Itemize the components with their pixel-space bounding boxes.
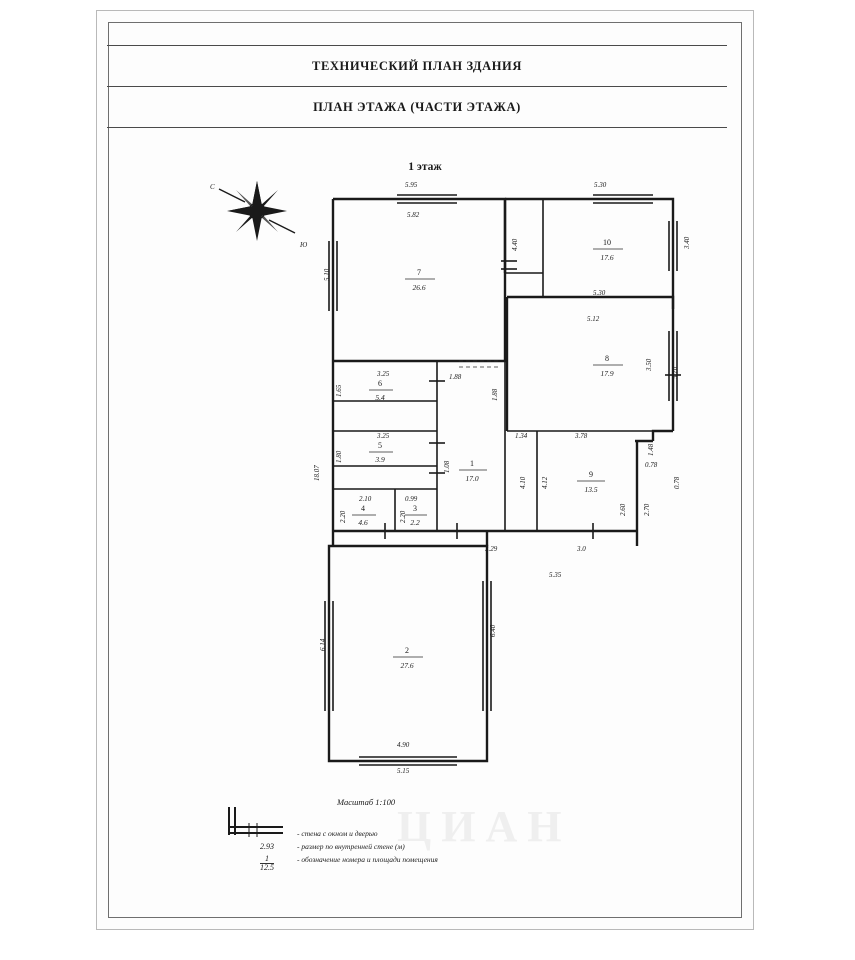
svg-text:4.6: 4.6 bbox=[358, 518, 368, 527]
wall-outline bbox=[329, 199, 673, 761]
svg-text:3.25: 3.25 bbox=[377, 370, 390, 378]
legend-block bbox=[237, 791, 657, 872]
svg-text:1.88: 1.88 bbox=[491, 388, 499, 401]
svg-text:2: 2 bbox=[405, 646, 409, 655]
floor-label: 1 этаж bbox=[408, 161, 442, 173]
room-label-8 bbox=[593, 354, 623, 378]
svg-text:5.4: 5.4 bbox=[375, 393, 385, 402]
svg-text:10: 10 bbox=[603, 238, 611, 247]
room-label-3 bbox=[405, 504, 427, 527]
svg-text:1.65: 1.65 bbox=[335, 384, 343, 397]
room-label-6 bbox=[369, 379, 393, 402]
svg-text:17.0: 17.0 bbox=[465, 474, 479, 483]
svg-text:0.78: 0.78 bbox=[645, 461, 658, 469]
room-label-10 bbox=[593, 238, 623, 262]
legend-key-size: 2.93 bbox=[260, 842, 274, 851]
svg-text:1.08: 1.08 bbox=[443, 460, 451, 473]
svg-text:3.40: 3.40 bbox=[683, 236, 691, 249]
svg-text:6.14: 6.14 bbox=[319, 638, 327, 651]
svg-text:5.15: 5.15 bbox=[397, 767, 410, 775]
svg-text:2.60: 2.60 bbox=[619, 503, 627, 516]
svg-text:0.78: 0.78 bbox=[673, 476, 681, 489]
document-subtitle: ПЛАН ЭТАЖА (ЧАСТИ ЭТАЖА) bbox=[313, 99, 521, 114]
legend-item-size bbox=[237, 842, 657, 851]
legend-key-room-num: 1 bbox=[260, 855, 274, 864]
svg-text:6: 6 bbox=[378, 379, 382, 388]
svg-text:5.30: 5.30 bbox=[593, 289, 606, 297]
svg-text:5: 5 bbox=[378, 441, 382, 450]
svg-text:1.34: 1.34 bbox=[515, 432, 528, 440]
room-label-4 bbox=[352, 504, 376, 527]
legend-text-wall: - стена с окном и дверью bbox=[297, 829, 378, 838]
svg-text:4: 4 bbox=[361, 504, 365, 513]
legend-text-room: - обозначение номера и площади помещения bbox=[297, 855, 438, 864]
legend-key-room-den: 12.5 bbox=[260, 863, 274, 872]
svg-text:3.25: 3.25 bbox=[377, 432, 390, 440]
room-label-5 bbox=[369, 441, 393, 464]
dimension-texts bbox=[313, 181, 691, 775]
svg-text:6.40: 6.40 bbox=[489, 624, 497, 637]
svg-text:5.10: 5.10 bbox=[323, 268, 331, 281]
svg-text:3.9: 3.9 bbox=[375, 455, 385, 464]
scale-label: Масштаб 1:100 bbox=[337, 797, 396, 807]
legend-item-room bbox=[237, 855, 657, 872]
compass-rose bbox=[219, 181, 295, 241]
svg-text:3: 3 bbox=[413, 504, 417, 513]
svg-text:27.6: 27.6 bbox=[400, 661, 414, 670]
svg-text:2.10: 2.10 bbox=[359, 495, 372, 503]
svg-text:3.29: 3.29 bbox=[485, 545, 498, 553]
legend-key-room bbox=[237, 855, 297, 872]
svg-text:4.90: 4.90 bbox=[397, 741, 410, 749]
svg-text:17.6: 17.6 bbox=[600, 253, 614, 262]
svg-text:2.20: 2.20 bbox=[399, 510, 407, 523]
compass-east-label: Ю bbox=[300, 241, 308, 249]
svg-text:4.40: 4.40 bbox=[511, 238, 519, 251]
svg-text:0.99: 0.99 bbox=[405, 495, 418, 503]
svg-text:18.07: 18.07 bbox=[313, 465, 321, 481]
svg-text:5.70: 5.70 bbox=[671, 366, 679, 379]
room-label-7 bbox=[405, 268, 435, 292]
svg-text:8: 8 bbox=[605, 354, 609, 363]
room-label-1 bbox=[459, 459, 487, 483]
legend-item-wall bbox=[237, 829, 657, 838]
svg-text:17.9: 17.9 bbox=[600, 369, 614, 378]
svg-text:3.50: 3.50 bbox=[645, 358, 653, 371]
svg-text:2.2: 2.2 bbox=[410, 518, 420, 527]
svg-text:4.12: 4.12 bbox=[541, 476, 549, 489]
svg-text:2.70: 2.70 bbox=[643, 503, 651, 516]
openings bbox=[325, 195, 681, 765]
svg-text:5.30: 5.30 bbox=[594, 181, 607, 189]
room-label-2 bbox=[393, 646, 423, 670]
floor-plan-drawing bbox=[97, 11, 731, 907]
legend-wall-symbol bbox=[227, 805, 287, 841]
watermark: ЦИАН bbox=[397, 802, 572, 851]
document-title: ТЕХНИЧЕСКИЙ ПЛАН ЗДАНИЯ bbox=[312, 58, 522, 73]
svg-text:5.12: 5.12 bbox=[587, 315, 600, 323]
svg-text:9: 9 bbox=[589, 470, 593, 479]
svg-text:1: 1 bbox=[470, 459, 474, 468]
svg-text:1.80: 1.80 bbox=[335, 450, 343, 463]
svg-text:2.20: 2.20 bbox=[339, 510, 347, 523]
svg-text:26.6: 26.6 bbox=[412, 283, 426, 292]
svg-text:3.0: 3.0 bbox=[577, 545, 586, 553]
svg-text:4.10: 4.10 bbox=[519, 476, 527, 489]
svg-text:5.95: 5.95 bbox=[405, 181, 418, 189]
svg-text:5.35: 5.35 bbox=[549, 571, 562, 579]
svg-text:7: 7 bbox=[417, 268, 421, 277]
scanned-sheet bbox=[96, 10, 754, 930]
room-label-9 bbox=[577, 470, 605, 494]
svg-text:1.48: 1.48 bbox=[647, 443, 655, 456]
legend-text-size: - размер по внутренней стене (м) bbox=[297, 842, 405, 851]
svg-text:13.5: 13.5 bbox=[584, 485, 598, 494]
svg-text:1.88: 1.88 bbox=[449, 373, 462, 381]
svg-text:5.82: 5.82 bbox=[407, 211, 420, 219]
compass-north-label: С bbox=[210, 183, 215, 191]
svg-text:3.78: 3.78 bbox=[575, 432, 588, 440]
